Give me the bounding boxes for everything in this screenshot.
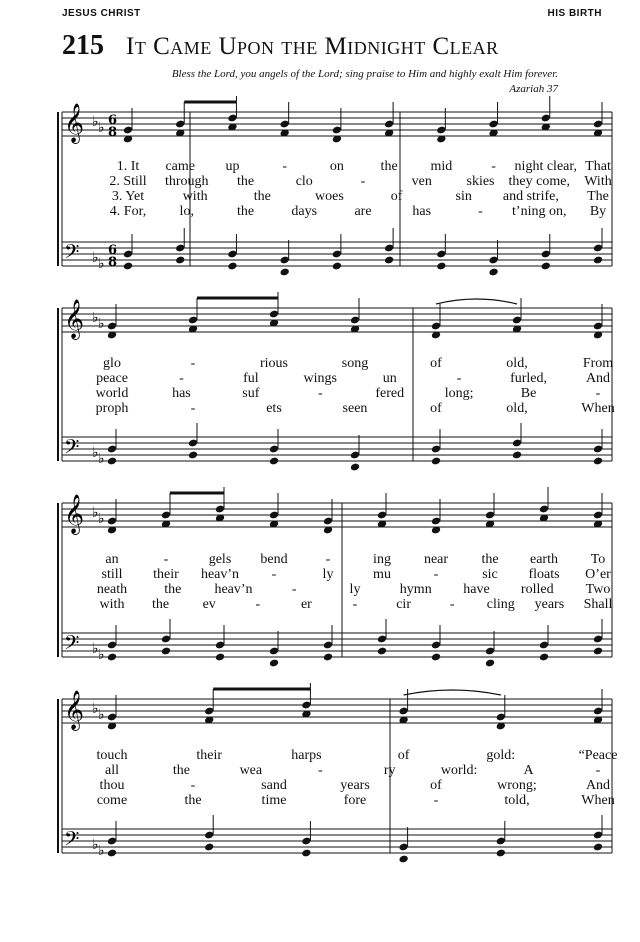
- lyric-syllable: has: [412, 204, 432, 219]
- lyric-syllable: -: [179, 371, 184, 386]
- bass-staff: [62, 829, 612, 853]
- lyric-syllable: all: [105, 763, 119, 778]
- bass-note: [175, 256, 185, 265]
- lyric-syllable: with: [182, 189, 208, 204]
- lyric-syllable: gels: [208, 552, 232, 567]
- treble-clef: 𝄞: [64, 103, 85, 143]
- flat-sign: ♭: [98, 843, 105, 859]
- lyric-syllable: -: [478, 204, 483, 219]
- lyric-syllable: wea: [239, 763, 263, 778]
- flat-sign: ♭: [92, 837, 99, 853]
- lyric-syllable: of: [390, 189, 403, 204]
- lyric-syllable: through: [164, 174, 209, 189]
- lyric-syllable: the: [236, 204, 255, 219]
- flat-sign: ♭: [92, 641, 99, 657]
- time-signature-bottom: 8: [108, 125, 118, 140]
- lyric-syllable: their: [153, 567, 179, 582]
- lyric-syllable: fered: [375, 386, 405, 401]
- lyric-syllable: Two: [585, 582, 611, 597]
- lyric-syllable: ev: [202, 597, 216, 612]
- treble-staff: [62, 503, 612, 527]
- lyric-syllable: come: [96, 793, 128, 808]
- note-beam: [184, 101, 236, 104]
- hymn-number: 215: [62, 30, 104, 61]
- lyric-syllable: furled,: [510, 371, 548, 386]
- bass-note: [593, 256, 603, 265]
- lyric-syllable: ry: [383, 763, 396, 778]
- flat-sign: ♭: [98, 256, 105, 272]
- lyric-syllable: an: [105, 552, 119, 567]
- header-section-right: HIS BIRTH: [547, 8, 602, 19]
- lyric-syllable: of: [430, 778, 442, 793]
- lyric-syllable: -: [491, 159, 496, 174]
- lyric-syllable: -: [190, 778, 196, 793]
- flat-sign: ♭: [98, 511, 105, 527]
- lyric-syllable: sin: [455, 189, 472, 204]
- lyric-syllable: years: [534, 597, 565, 612]
- bass-note: [269, 659, 279, 668]
- lyric-syllable: And: [585, 371, 611, 386]
- lyric-syllable: days: [291, 204, 318, 219]
- flat-sign: ♭: [92, 250, 99, 266]
- bass-note: [377, 647, 387, 656]
- bass-note: [123, 262, 133, 271]
- flat-sign: ♭: [98, 120, 105, 136]
- flat-sign: ♭: [98, 316, 105, 332]
- bass-note: [215, 653, 225, 662]
- lyric-syllable: un: [382, 371, 397, 386]
- lyric-syllable: -: [595, 386, 601, 401]
- lyric-syllable: -: [255, 597, 261, 612]
- lyric-syllable: fore: [343, 793, 367, 808]
- bass-note: [431, 457, 441, 466]
- lyric-syllable: of: [430, 401, 442, 416]
- lyric-syllable: ven: [411, 174, 432, 189]
- flat-sign: ♭: [92, 701, 99, 717]
- lyric-syllable: -: [449, 597, 455, 612]
- lyric-syllable: ly: [322, 567, 334, 582]
- lyric-syllable: are: [354, 204, 372, 219]
- bass-note: [107, 653, 117, 662]
- lyric-syllable: night clear,: [514, 159, 577, 174]
- lyric-syllable: heav’n: [200, 567, 240, 582]
- bass-note: [398, 855, 408, 864]
- bass-clef: 𝄢: [64, 827, 80, 855]
- lyric-syllable: -: [291, 582, 297, 597]
- lyric-syllable: clo: [295, 174, 313, 189]
- lyric-syllable: old,: [506, 356, 528, 371]
- lyric-syllable: t’ning on,: [512, 204, 567, 219]
- lyric-syllable: From: [582, 356, 614, 371]
- lyric-syllable: 3. Yet: [111, 189, 145, 204]
- lyric-syllable: floats: [528, 567, 560, 582]
- lyric-syllable: 2. Still: [109, 174, 147, 189]
- lyric-syllable: harps: [291, 748, 322, 763]
- lyric-syllable: ly: [349, 582, 361, 597]
- bass-note: [436, 262, 446, 271]
- time-signature-bottom: 8: [108, 255, 118, 270]
- lyric-syllable: lo,: [179, 204, 194, 219]
- lyric-syllable: on: [329, 159, 344, 174]
- lyric-syllable: And: [585, 778, 611, 793]
- bass-note: [539, 653, 549, 662]
- lyric-syllable: have: [463, 582, 490, 597]
- bass-clef: 𝄢: [64, 631, 80, 659]
- tie-slur: [404, 690, 501, 695]
- lyric-syllable: the: [481, 552, 499, 567]
- lyric-syllable: years: [340, 778, 370, 793]
- treble-clef: 𝄞: [64, 494, 85, 534]
- epigraph-source: Azariah 37: [509, 83, 558, 95]
- treble-staff: [62, 308, 612, 332]
- bass-note: [188, 451, 198, 460]
- lyric-syllable: gold:: [486, 748, 516, 763]
- flat-sign: ♭: [98, 451, 105, 467]
- bass-note: [161, 647, 171, 656]
- bass-note: [227, 262, 237, 271]
- epigraph-text: Bless the Lord, you angels of the Lord; sing praise to Him and highly exalt Him forever.: [171, 68, 558, 80]
- bass-note: [204, 843, 214, 852]
- lyric-syllable: -: [190, 356, 196, 371]
- bass-note: [280, 268, 290, 277]
- bass-note: [512, 451, 522, 460]
- lyric-syllable: told,: [504, 793, 530, 808]
- header-section-left: JESUS CHRIST: [62, 8, 141, 19]
- bass-note: [485, 659, 495, 668]
- lyric-syllable: the: [184, 793, 202, 808]
- lyric-syllable: mu: [373, 567, 391, 582]
- time-signature-top: 6: [108, 113, 118, 128]
- time-signature-top: 6: [108, 243, 118, 258]
- lyric-syllable: wings: [303, 371, 338, 386]
- lyric-syllable: sic: [482, 567, 498, 582]
- lyric-syllable: -: [433, 793, 439, 808]
- lyric-syllable: the: [164, 582, 182, 597]
- lyric-syllable: of: [397, 748, 410, 763]
- lyric-syllable: bend: [260, 552, 288, 567]
- lyric-syllable: The: [587, 189, 609, 204]
- lyric-syllable: earth: [530, 552, 558, 567]
- treble-staff: [62, 699, 612, 723]
- lyric-syllable: the: [172, 763, 190, 778]
- lyric-syllable: the: [253, 189, 271, 204]
- lyric-syllable: the: [236, 174, 255, 189]
- lyric-syllable: -: [282, 159, 287, 174]
- lyric-syllable: neath: [96, 582, 128, 597]
- bass-note: [107, 849, 117, 858]
- lyric-syllable: came: [165, 159, 195, 174]
- lyric-syllable: proph: [95, 401, 129, 416]
- lyric-syllable: With: [584, 174, 612, 189]
- bass-clef: 𝄢: [64, 240, 80, 268]
- bass-note: [496, 849, 506, 858]
- lyric-syllable: seen: [342, 401, 368, 416]
- lyric-syllable: the: [380, 159, 398, 174]
- lyric-syllable: time: [261, 793, 287, 808]
- lyric-syllable: rolled: [520, 582, 554, 597]
- lyric-syllable: with: [99, 597, 125, 612]
- lyric-syllable: of: [430, 356, 442, 371]
- lyric-syllable: suf: [242, 386, 260, 401]
- bass-note: [431, 653, 441, 662]
- tie-slur: [436, 299, 517, 304]
- treble-clef: 𝄞: [64, 690, 85, 730]
- lyric-syllable: -: [271, 567, 277, 582]
- lyric-syllable: glo: [103, 356, 121, 371]
- lyric-syllable: 1. It: [116, 159, 140, 174]
- lyric-syllable: they come,: [508, 174, 570, 189]
- lyric-syllable: has: [172, 386, 191, 401]
- lyric-syllable: touch: [96, 748, 128, 763]
- lyric-syllable: “Peace: [578, 748, 618, 763]
- lyric-syllable: That: [585, 159, 611, 174]
- note-beam: [170, 492, 224, 495]
- bass-note: [301, 849, 311, 858]
- bass-staff: [62, 437, 612, 461]
- lyric-syllable: the: [152, 597, 170, 612]
- bass-note: [384, 256, 394, 265]
- lyric-syllable: -: [190, 401, 196, 416]
- lyric-syllable: -: [317, 763, 323, 778]
- lyric-syllable: hymn: [399, 582, 432, 597]
- lyric-syllable: still: [101, 567, 123, 582]
- lyric-syllable: er: [300, 597, 312, 612]
- lyric-syllable: To: [590, 552, 606, 567]
- lyric-syllable: cir: [396, 597, 411, 612]
- flat-sign: ♭: [98, 647, 105, 663]
- lyric-syllable: heav’n: [214, 582, 253, 597]
- flat-sign: ♭: [92, 310, 99, 326]
- lyric-syllable: ets: [266, 401, 282, 416]
- lyric-syllable: peace: [96, 371, 128, 386]
- lyric-syllable: -: [317, 386, 323, 401]
- hymn-title: It Came Upon the Midnight Clear: [126, 33, 499, 60]
- lyric-syllable: -: [360, 174, 366, 189]
- lyric-syllable: skies: [466, 174, 495, 189]
- flat-sign: ♭: [92, 445, 99, 461]
- lyric-syllable: up: [225, 159, 240, 174]
- lyric-syllable: world: [95, 386, 129, 401]
- lyric-syllable: old,: [506, 401, 528, 416]
- lyric-syllable: -: [595, 763, 601, 778]
- lyric-syllable: O’er: [585, 567, 611, 582]
- flat-sign: ♭: [92, 114, 99, 130]
- lyric-syllable: -: [325, 552, 331, 567]
- lyric-syllable: thou: [99, 778, 125, 793]
- lyric-syllable: When: [581, 793, 615, 808]
- lyric-syllable: rious: [260, 356, 288, 371]
- flat-sign: ♭: [98, 707, 105, 723]
- bass-note: [332, 262, 342, 271]
- lyric-syllable: By: [589, 204, 607, 219]
- lyric-syllable: -: [433, 567, 439, 582]
- lyric-syllable: near: [423, 552, 449, 567]
- lyric-syllable: ing: [373, 552, 391, 567]
- lyric-syllable: Shall: [583, 597, 613, 612]
- lyric-syllable: sand: [261, 778, 287, 793]
- bass-note: [269, 457, 279, 466]
- lyric-syllable: cling: [486, 597, 515, 612]
- lyric-syllable: When: [581, 401, 615, 416]
- note-beam: [213, 688, 310, 691]
- bass-note: [488, 268, 498, 277]
- bass-note: [107, 457, 117, 466]
- lyric-syllable: A: [523, 763, 534, 778]
- bass-note: [593, 457, 603, 466]
- lyric-syllable: -: [163, 552, 169, 567]
- lyric-syllable: 4. For,: [109, 204, 147, 219]
- bass-note: [541, 262, 551, 271]
- bass-note: [350, 463, 360, 472]
- lyric-syllable: their: [196, 748, 223, 763]
- lyric-syllable: long;: [444, 386, 474, 401]
- lyric-syllable: Be: [520, 386, 537, 401]
- lyric-syllable: song: [341, 356, 369, 371]
- flat-sign: ♭: [92, 505, 99, 521]
- bass-note: [593, 647, 603, 656]
- lyric-syllable: mid: [430, 159, 453, 174]
- treble-clef: 𝄞: [64, 299, 85, 339]
- lyric-syllable: ful: [243, 371, 259, 386]
- lyric-syllable: wrong;: [497, 778, 537, 793]
- lyric-syllable: woes: [315, 189, 344, 204]
- lyric-syllable: world:: [440, 763, 478, 778]
- note-beam: [197, 297, 278, 300]
- bass-note: [593, 843, 603, 852]
- bass-clef: 𝄢: [64, 435, 80, 463]
- lyric-syllable: -: [352, 597, 358, 612]
- lyric-syllable: and strife,: [502, 189, 559, 204]
- lyric-syllable: -: [456, 371, 462, 386]
- bass-staff: [62, 633, 612, 657]
- bass-note: [323, 653, 333, 662]
